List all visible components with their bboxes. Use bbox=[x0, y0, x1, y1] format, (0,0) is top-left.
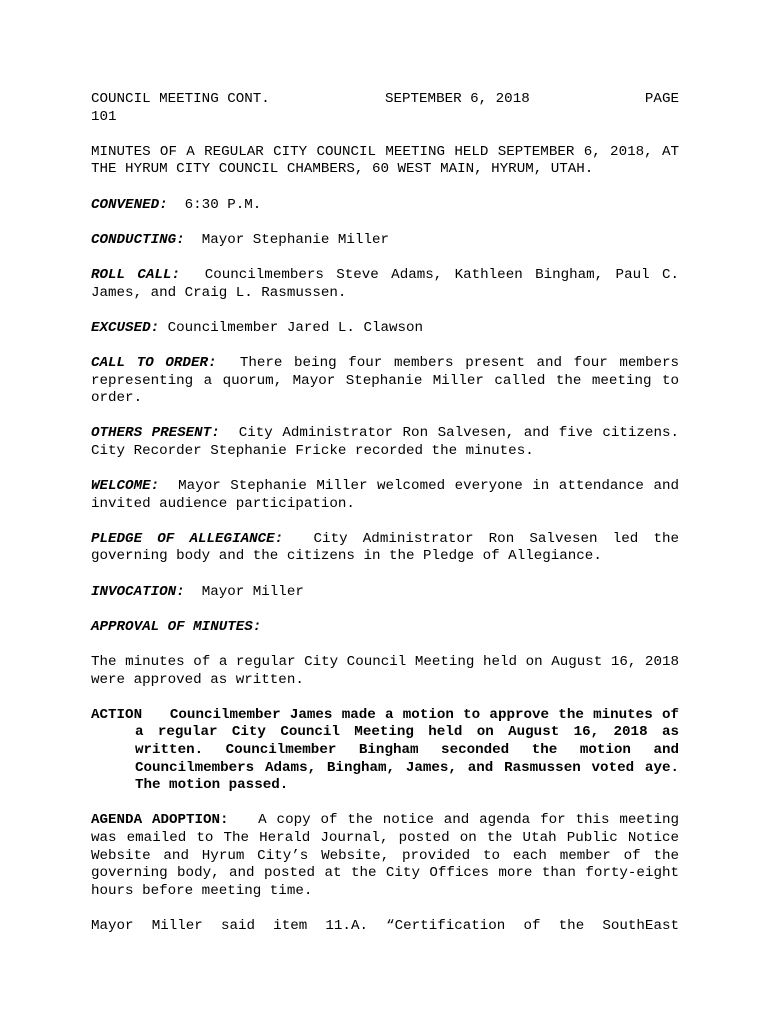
action-text: Councilmember James made a motion to approve the minutes of a regular City Council Meeting held on August 16, 2018 as written. Councilmember Bingham seconded the motion and Councilmembers Adams, Bingham, James, and Rasmussen voted aye. The motion passed. bbox=[135, 706, 679, 794]
roll-call-text: Councilmembers Steve Adams, Kathleen Bingham, Paul C. James, and Craig L. Rasmussen. bbox=[91, 266, 679, 301]
invocation-label: INVOCATION: bbox=[91, 583, 185, 600]
excused-section bbox=[91, 320, 679, 338]
invocation-section bbox=[91, 584, 679, 602]
document-page bbox=[91, 91, 679, 953]
header-title: COUNCIL MEETING CONT. bbox=[91, 91, 270, 107]
excused-label: EXCUSED: bbox=[91, 319, 160, 336]
others-present-label: OTHERS PRESENT: bbox=[91, 425, 220, 442]
conducting-text: Mayor Stephanie Miller bbox=[201, 231, 389, 248]
approval-of-minutes-text: The minutes of a regular City Council Meeting held on August 16, 2018 were approved as written. bbox=[91, 654, 679, 688]
conducting-section bbox=[91, 232, 679, 250]
call-to-order-text: There being four members present and four members representing a quorum, Mayor Stephanie Miller called the meeting to order. bbox=[91, 354, 679, 407]
roll-call-section bbox=[91, 267, 679, 302]
roll-call-label: ROLL CALL: bbox=[91, 266, 180, 283]
header-page-label: PAGE bbox=[644, 91, 679, 107]
excused-text: Councilmember Jared L. Clawson bbox=[167, 319, 424, 336]
pledge-section bbox=[91, 531, 679, 566]
welcome-section bbox=[91, 478, 679, 513]
agenda-adoption-section bbox=[91, 812, 679, 900]
convened-text: 6:30 P.M. bbox=[184, 196, 262, 213]
header-page-number: 101 bbox=[91, 108, 117, 125]
call-to-order-label: CALL TO ORDER: bbox=[91, 354, 217, 371]
invocation-text: Mayor Miller bbox=[201, 583, 304, 600]
conducting-label: CONDUCTING: bbox=[91, 231, 185, 248]
others-present-section bbox=[91, 425, 679, 460]
agenda-adoption-label: AGENDA ADOPTION: bbox=[91, 812, 229, 829]
welcome-text: Mayor Stephanie Miller welcomed everyone in attendance and invited audience participation. bbox=[91, 478, 680, 512]
final-line bbox=[91, 918, 679, 936]
approval-of-minutes-heading bbox=[91, 619, 679, 637]
others-present-text: City Administrator Ron Salvesen, and five citizens. City Recorder Stephanie Fricke recorded the minutes. bbox=[91, 425, 679, 459]
convened-section bbox=[91, 197, 679, 215]
welcome-label: WELCOME: bbox=[91, 478, 160, 495]
pledge-label: PLEDGE OF ALLEGIANCE: bbox=[91, 530, 284, 547]
pledge-text: City Administrator Ron Salvesen led the governing body and the citizens in the Pledge of Allegiance. bbox=[91, 530, 679, 565]
intro-paragraph: MINUTES OF A REGULAR CITY COUNCIL MEETING HELD SEPTEMBER 6, 2018, AT THE HYRUM CITY COUNCIL CHAMBERS, 60 WEST MAIN, HYRUM, UTAH. bbox=[91, 143, 679, 178]
final-line-text: Mayor Miller said item 11.A. “Certification of the SouthEast bbox=[91, 917, 679, 934]
header-date: SEPTEMBER 6, 2018 bbox=[384, 91, 530, 107]
agenda-adoption-text: A copy of the notice and agenda for this meeting was emailed to The Herald Journal, posted on the Utah Public Notice Website and Hyrum City’s Website, provided to each member of the governing body, and posted at the City Offices more than forty-eight hours before meeting time. bbox=[91, 812, 679, 899]
action-motion bbox=[91, 707, 679, 795]
page-header bbox=[91, 91, 679, 109]
approval-of-minutes-label: APPROVAL OF MINUTES: bbox=[91, 618, 262, 635]
action-label: ACTION bbox=[91, 706, 143, 723]
call-to-order-section bbox=[91, 355, 679, 408]
convened-label: CONVENED: bbox=[91, 196, 168, 213]
